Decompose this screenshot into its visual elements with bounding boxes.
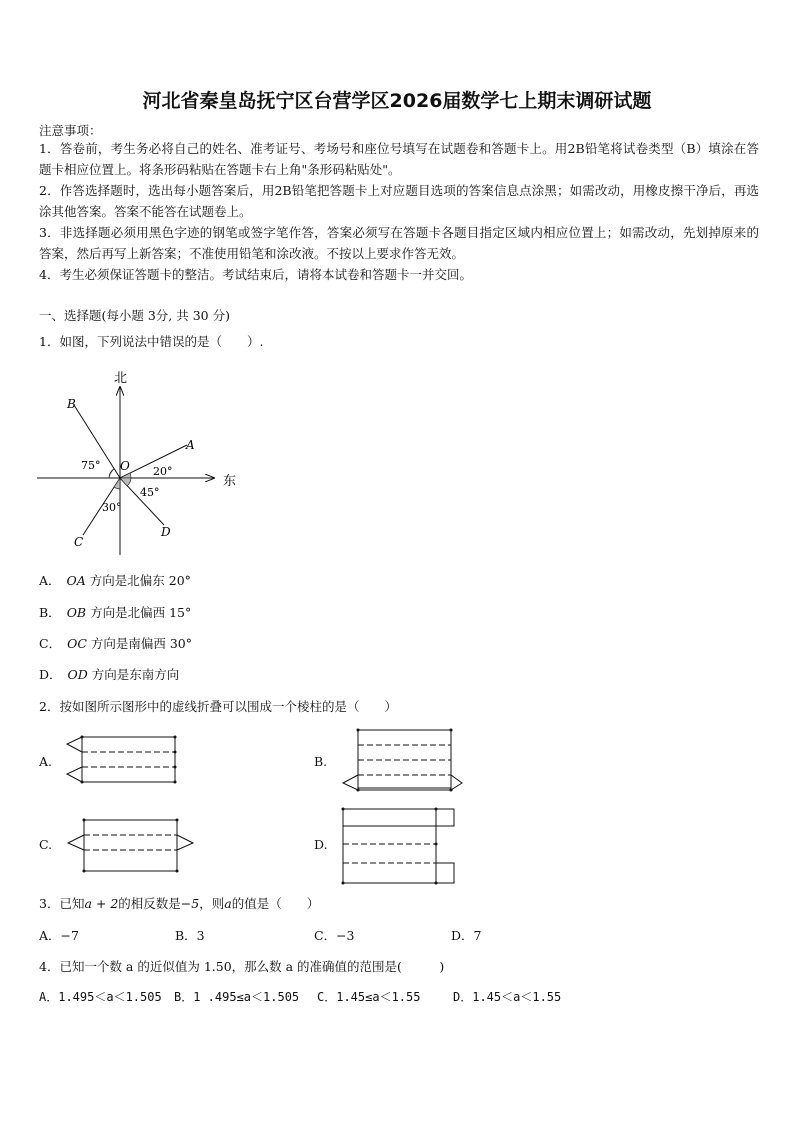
- q2-option-a-label[interactable]: A.: [39, 754, 53, 769]
- q2-stem: 2．按如图所示图形中的虚线折叠可以围成一个棱柱的是（ ）: [39, 699, 397, 714]
- arc-45: [120, 478, 131, 486]
- q2-net-c[interactable]: [62, 817, 197, 875]
- angle-45-label: 45°: [140, 486, 160, 499]
- notes-heading: 注意事项：: [39, 123, 102, 138]
- q4-option-c[interactable]: C．1.45≤a＜1.55: [317, 990, 421, 1004]
- point-a-label: A: [186, 438, 195, 452]
- q4-option-d[interactable]: D．1.45＜a＜1.55: [453, 990, 562, 1004]
- point-b-label: B: [67, 397, 76, 411]
- east-label: 东: [223, 474, 237, 489]
- q1-option-d[interactable]: D． OD 方向是东南方向: [39, 667, 180, 682]
- section-heading: 一、选择题(每小题 3分, 共 30 分): [39, 308, 230, 323]
- note-item-4: 4．考生必须保证答题卡的整洁。考试结束后，请将本试卷和答题卡一并交回。: [39, 267, 472, 282]
- q4-option-a[interactable]: A．1.495＜a＜1.505: [39, 990, 162, 1004]
- q1-option-b[interactable]: B． OB 方向是北偏西 15°: [39, 605, 192, 620]
- q1-stem: 1．如图，下列说法中错误的是（ ）.: [39, 334, 264, 349]
- note-item-3: 3．非选择题必须用黑色字迹的钢笔或签字笔作答，答案必须写在答题卡各题目指定区域内相应位置上；如需改动，先划掉原来的答案，然后再写上新答案；不准使用铅笔和涂改液。不按以上要求作答无效。: [39, 225, 759, 261]
- q4-option-b[interactable]: B．1 .495≤a＜1.505: [174, 990, 300, 1004]
- north-label: 北: [114, 371, 128, 386]
- q3-option-c[interactable]: C．−3: [314, 928, 355, 943]
- point-c-label: C: [74, 535, 84, 549]
- arc-75: [109, 469, 114, 478]
- q2-net-d[interactable]: [338, 805, 463, 885]
- q1-option-a[interactable]: A． OA 方向是北偏东 20°: [39, 573, 191, 588]
- q2-option-c-label[interactable]: C.: [39, 837, 53, 852]
- q1-direction-figure: [30, 365, 250, 560]
- q3-option-d[interactable]: D．7: [451, 928, 482, 943]
- note-item-2: 2．作答选择题时，选出每小题答案后，用2B铅笔把答题卡上对应题目选项的答案信息点涂黑；如需改动，用橡皮擦干净后，再选涂其他答案。答案不能答在试题卷上。: [39, 183, 759, 219]
- q2-option-b-label[interactable]: B.: [314, 754, 328, 769]
- q3-option-a[interactable]: A．−7: [39, 928, 79, 943]
- point-d-label: D: [161, 525, 171, 539]
- note-item-1: 1．答卷前，考生务必将自己的姓名、准考证号、考场号和座位号填写在试题卷和答题卡上。用2B铅笔将试卷类型（B）填涂在答题卡相应位置上。将条形码粘贴在答题卡右上角"条形码粘贴处"。: [39, 141, 759, 177]
- page-title: 河北省秦皇岛抚宁区台营学区2026届数学七上期末调研试题: [142, 90, 652, 112]
- angle-20-label: 20°: [153, 465, 173, 478]
- q2-net-b[interactable]: [338, 726, 468, 798]
- q3-option-b[interactable]: B．3: [175, 928, 205, 943]
- angle-75-label: 75°: [81, 459, 101, 472]
- q4-stem: 4．已知一个数 a 的近似值为 1.50，那么数 a 的准确值的范围是( ): [39, 959, 445, 974]
- origin-label: O: [120, 459, 130, 473]
- angle-30-label: 30°: [102, 501, 122, 514]
- q2-net-a[interactable]: [62, 734, 182, 788]
- q3-stem: 3．已知a + 2的相反数是−5，则a的值是（ ）: [39, 896, 320, 911]
- q1-option-c[interactable]: C． OC 方向是南偏西 30°: [39, 636, 192, 651]
- q2-option-d-label[interactable]: D.: [314, 837, 328, 852]
- arc-20: [120, 473, 131, 478]
- arc-30: [114, 478, 120, 489]
